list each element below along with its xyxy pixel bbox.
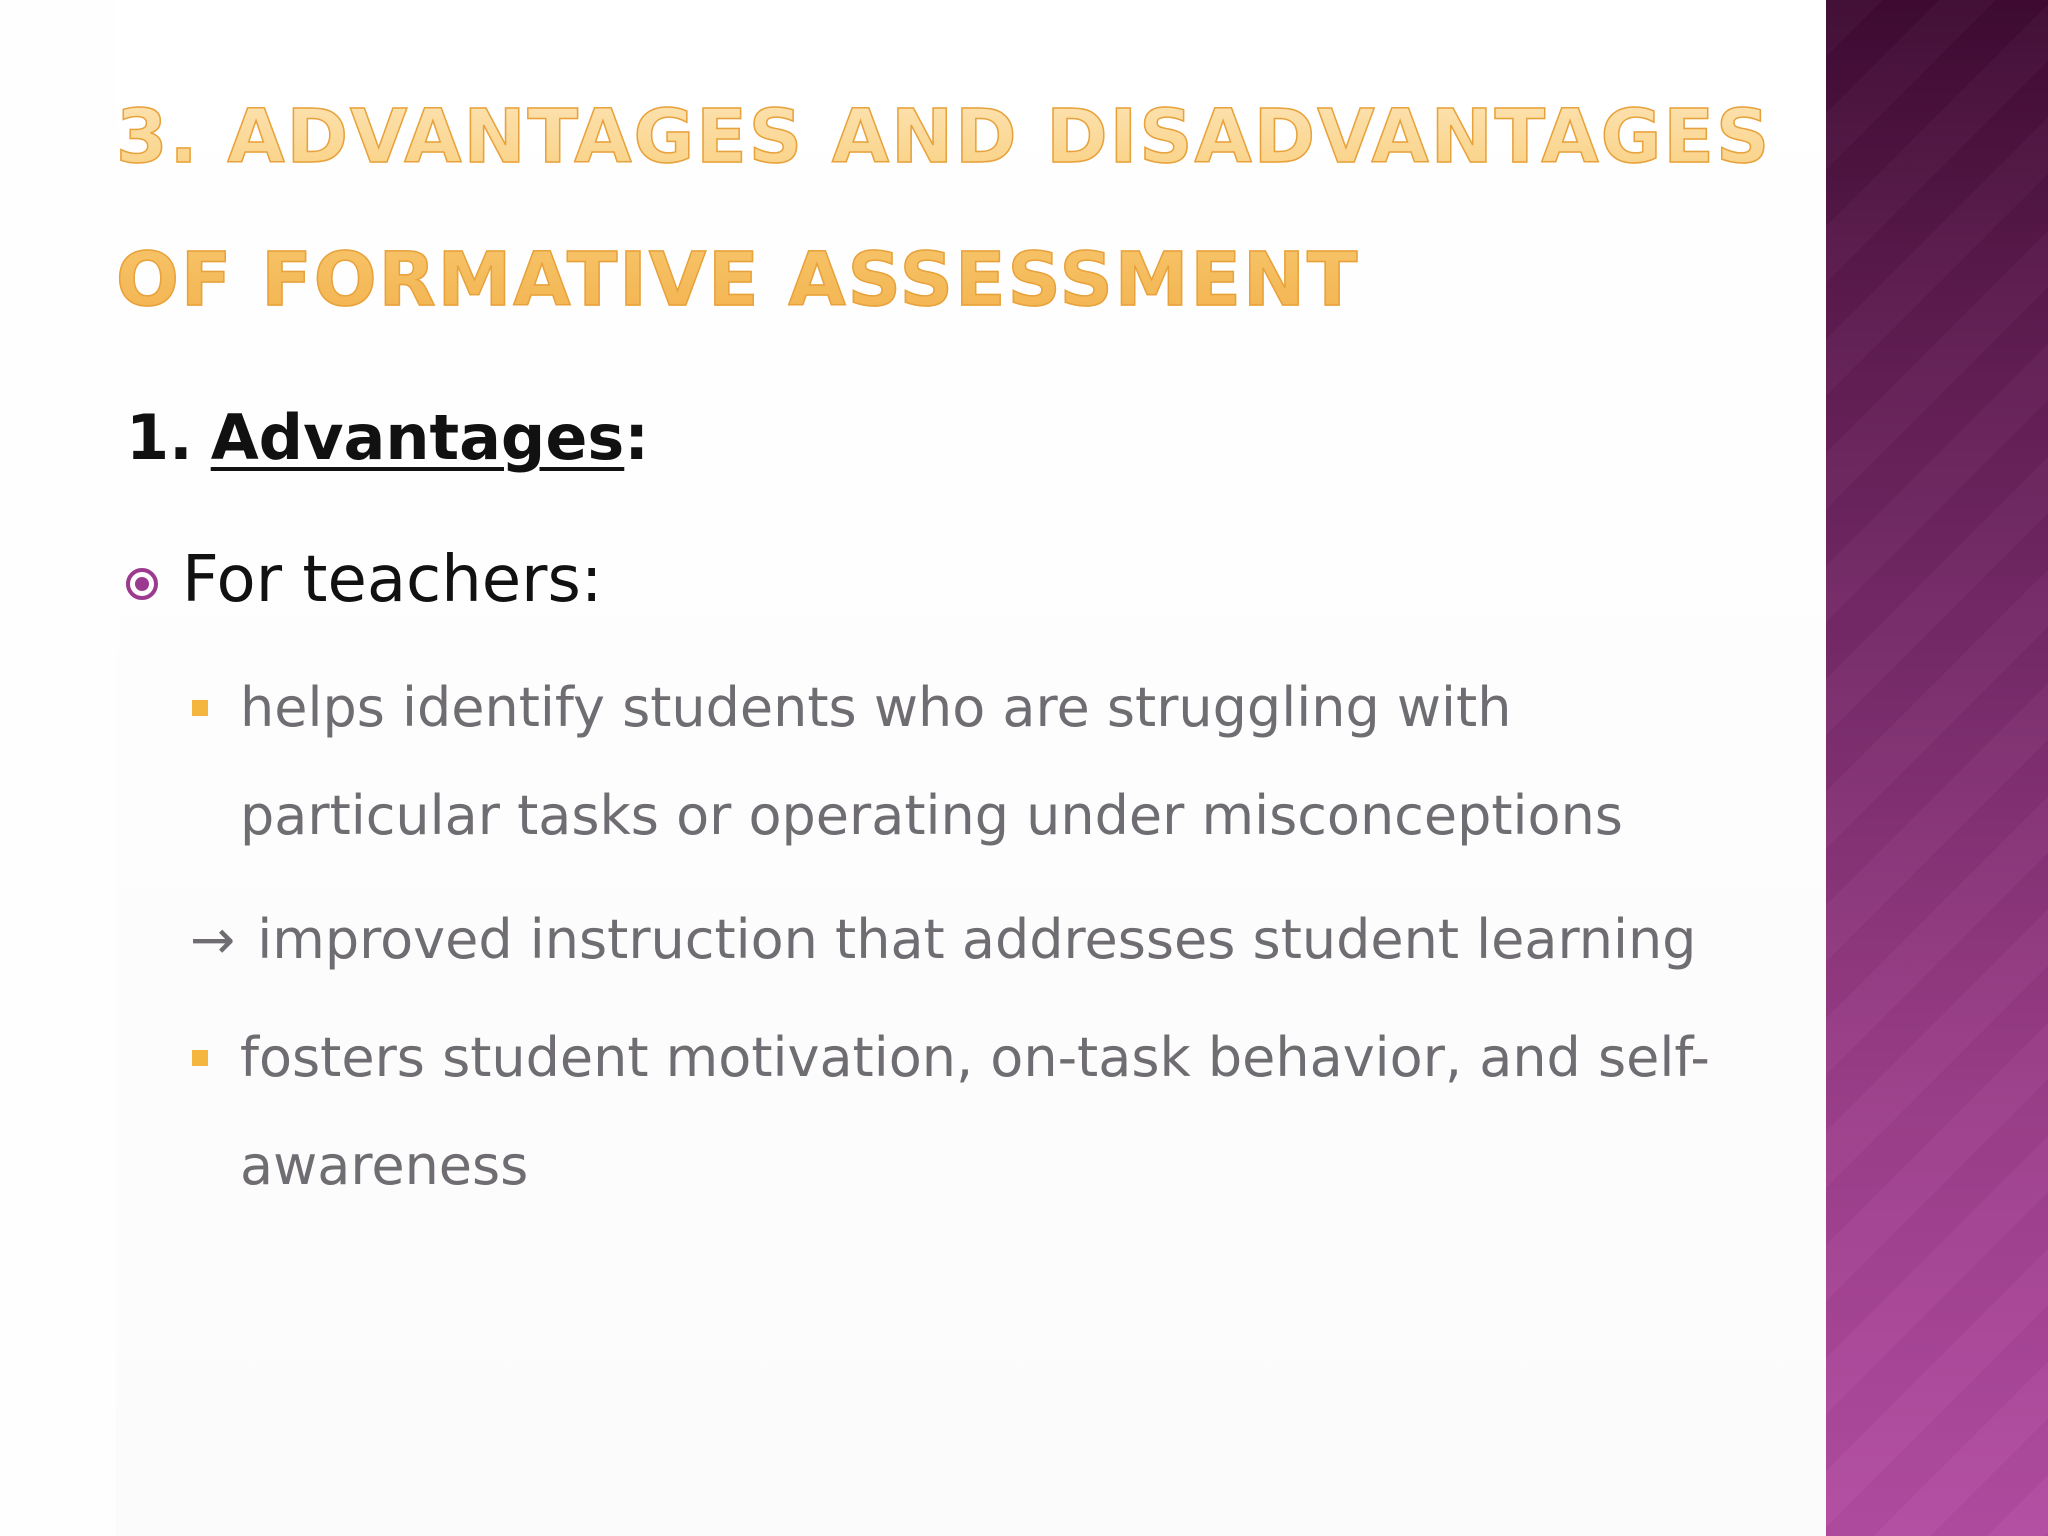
list-item (192, 654, 1740, 870)
square-bullet-icon (192, 700, 208, 716)
section-heading-colon: : (624, 401, 650, 474)
section-heading-text: Advantages (210, 401, 625, 474)
list-item (192, 1004, 1740, 1220)
square-bullet-icon (192, 1050, 208, 1066)
group-label-row (126, 538, 602, 622)
right-arrow-icon: → (190, 908, 236, 971)
result-text: improved instruction that addresses student learning (257, 908, 1697, 971)
section-heading (126, 398, 649, 478)
slide-title: 3. ADVANTAGES AND DISADVANTAGES OF FORMATIVE ASSESSMENT (116, 66, 1806, 352)
list-item-text: fosters student motivation, on-task behavior, and self-awareness (240, 1026, 1710, 1197)
circle-dot-bullet-icon (126, 568, 158, 600)
group-label: For teachers: (182, 543, 603, 617)
decorative-side-band (1826, 0, 2048, 1536)
list-item-text: helps identify students who are struggling with particular tasks or operating under misconceptions (240, 676, 1623, 847)
result-line (190, 886, 1696, 994)
section-number: 1. (126, 401, 193, 474)
